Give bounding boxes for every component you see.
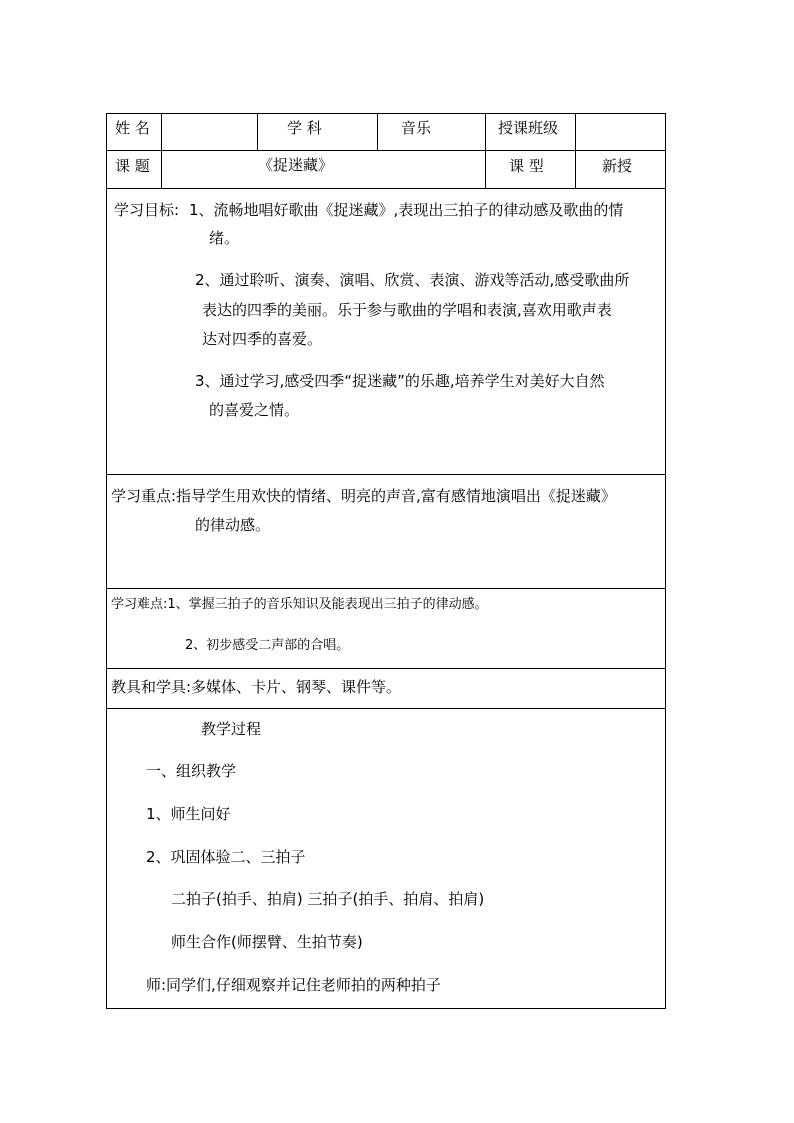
column-divider xyxy=(485,114,486,188)
name-label: 姓 名 xyxy=(115,119,150,137)
key-points-line-2: 的律动感。 xyxy=(195,516,271,534)
row-divider xyxy=(107,708,665,709)
row-divider xyxy=(107,474,665,475)
objective-2-line-3: 达对四季的喜爱。 xyxy=(202,330,323,348)
objective-2-line-1: 2、通过聆听、演奏、演唱、欣赏、表演、游戏等活动,感受歌曲所 xyxy=(195,271,630,289)
column-divider xyxy=(575,114,576,188)
column-divider xyxy=(257,114,258,150)
process-step: 一、组织教学 xyxy=(146,762,237,780)
objective-1-line-1: 1、流畅地唱好歌曲《捉迷藏》,表现出三拍子的律动感及歌曲的情 xyxy=(189,201,624,219)
process-step: 2、巩固体验二、三拍子 xyxy=(146,848,306,866)
objective-3-line-1: 3、通过学习,感受四季“捉迷藏”的乐趣,培养学生对美好大自然 xyxy=(195,372,605,390)
column-divider xyxy=(161,114,162,188)
objective-2-line-2: 表达的四季的美丽。乐于参与歌曲的学唱和表演,喜欢用歌声表 xyxy=(202,301,612,319)
row-divider xyxy=(107,188,665,189)
subject-value: 音乐 xyxy=(401,119,432,137)
row-divider xyxy=(107,150,665,151)
lesson-plan-table xyxy=(106,113,666,1009)
process-step: 1、师生问好 xyxy=(146,805,231,823)
class-label: 授课班级 xyxy=(498,119,559,137)
objective-3-line-2: 的喜爱之情。 xyxy=(209,401,300,419)
process-step: 师生合作(师摆臂、生拍节奏) xyxy=(171,933,363,951)
column-divider xyxy=(377,114,378,150)
difficulties-line-2: 2、初步感受二声部的合唱。 xyxy=(185,638,350,653)
topic-label: 课 题 xyxy=(115,157,150,175)
tools-text: 教具和学具:多媒体、卡片、钢琴、课件等。 xyxy=(111,678,402,696)
row-divider xyxy=(107,588,665,589)
process-title: 教学过程 xyxy=(201,720,262,738)
objectives-label: 学习目标: xyxy=(114,201,180,219)
process-step: 师:同学们,仔细观察并记住老师拍的两种拍子 xyxy=(146,976,441,994)
type-label: 课 型 xyxy=(509,157,544,175)
key-points-line-1: 学习重点:指导学生用欢快的情绪、明亮的声音,富有感情地演唱出《捉迷藏》 xyxy=(111,487,616,505)
objective-1-line-2: 绪。 xyxy=(209,229,240,247)
row-divider xyxy=(107,668,665,669)
process-step: 二拍子(拍手、拍肩) 三拍子(拍手、拍肩、拍肩) xyxy=(171,890,485,908)
difficulties-line-1: 学习难点:1、掌握三拍子的音乐知识及能表现出三拍子的律动感。 xyxy=(111,597,488,612)
subject-label: 学 科 xyxy=(287,119,322,137)
topic-value: 《捉迷藏》 xyxy=(258,156,334,174)
type-value: 新授 xyxy=(602,157,633,175)
